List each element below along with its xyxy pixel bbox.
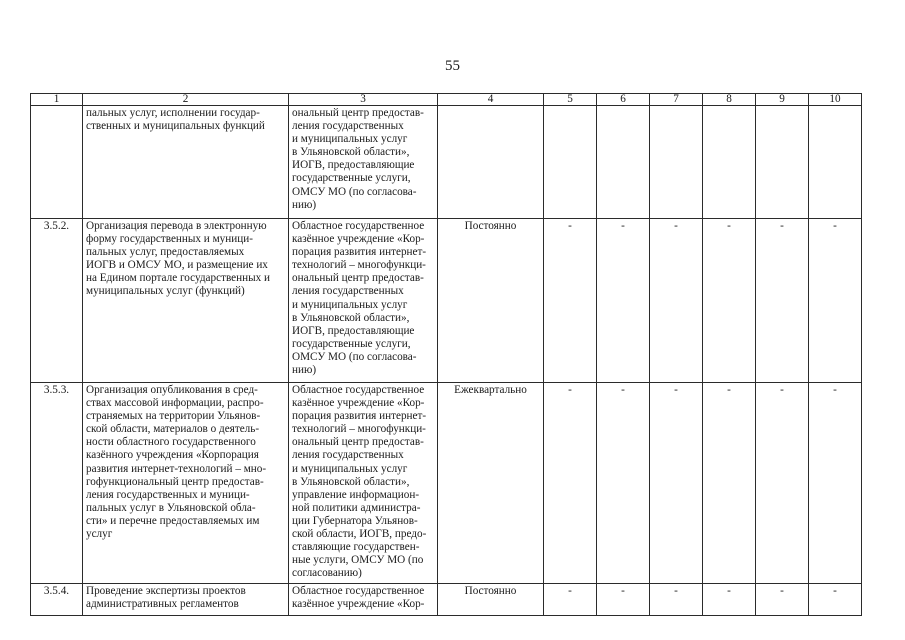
value-col-9: - xyxy=(756,383,809,584)
activity-text xyxy=(83,584,289,616)
value-col-9 xyxy=(756,106,809,219)
value-col-9: - xyxy=(756,584,809,616)
col-header-6: 6 xyxy=(597,94,650,106)
column-number-row xyxy=(31,94,862,106)
value-col-5: - xyxy=(544,383,597,584)
col-header-5: 5 xyxy=(544,94,597,106)
table-row xyxy=(31,219,862,383)
activity-text-content: Организация опубликования в сред- ствах массовой информации, распро- страняемых на территории Ульянов- ской области, материалов о деятель- ности областного государственного казённого учреждения «Корпорация развития интернет-технологий – мно- гофункциональный центр предостав- ления государственных и муници- пальных услуг в Ульяновской обла- сти» и перечне предоставляемых им услуг xyxy=(86,384,267,541)
table-row xyxy=(31,584,862,616)
col-header-4: 4 xyxy=(438,94,544,106)
activity-text xyxy=(83,383,289,584)
activity-text xyxy=(83,219,289,383)
value-col-8: - xyxy=(703,584,756,616)
value-col-7: - xyxy=(650,584,703,616)
value-col-10: - xyxy=(809,219,862,383)
value-col-7: - xyxy=(650,219,703,383)
executor-text-content: Областное государственное казённое учреждение «Кор- порация развития интернет- технологий – многофункци- ональный центр предостав- ления государственных и муниципальных услуг в Ульяновской области», ИОГВ, предоставляющие государственные услуги, ОМСУ МО (по согласова- нию) xyxy=(292,220,427,377)
value-col-9: - xyxy=(756,219,809,383)
value-col-5 xyxy=(544,106,597,219)
col-header-7: 7 xyxy=(650,94,703,106)
item-number: 3.5.2. xyxy=(31,219,83,383)
col-header-1: 1 xyxy=(31,94,83,106)
executor-text xyxy=(289,106,438,219)
value-col-6: - xyxy=(597,383,650,584)
item-number xyxy=(31,106,83,219)
value-col-10: - xyxy=(809,584,862,616)
value-col-7 xyxy=(650,106,703,219)
activity-text-content: Проведение экспертизы проектов административных регламентов xyxy=(86,585,246,611)
activity-text-content: пальных услуг, исполнении государ- ственных и муниципальных функций xyxy=(86,107,265,133)
col-header-9: 9 xyxy=(756,94,809,106)
item-number: 3.5.3. xyxy=(31,383,83,584)
col-header-3: 3 xyxy=(289,94,438,106)
value-col-5: - xyxy=(544,584,597,616)
value-col-8: - xyxy=(703,219,756,383)
value-col-8: - xyxy=(703,383,756,584)
value-col-5: - xyxy=(544,219,597,383)
value-col-10: - xyxy=(809,383,862,584)
activity-text-content: Организация перевода в электронную форму государственных и муници- пальных услуг, предоставляемых ИОГВ и ОМСУ МО, и размещение их на Едином портале государственных и муниципальных услуг (функций) xyxy=(86,220,271,298)
value-col-8 xyxy=(703,106,756,219)
table-row xyxy=(31,106,862,219)
term-cell: Ежеквартально xyxy=(438,383,544,584)
page-number: 55 xyxy=(445,58,460,74)
item-number: 3.5.4. xyxy=(31,584,83,616)
executor-text xyxy=(289,584,438,616)
term-cell: Постоянно xyxy=(438,219,544,383)
value-col-7: - xyxy=(650,383,703,584)
col-header-8: 8 xyxy=(703,94,756,106)
executor-text-content: Областное государственное казённое учреждение «Кор- xyxy=(292,585,425,611)
value-col-6: - xyxy=(597,584,650,616)
term-cell xyxy=(438,106,544,219)
value-col-6: - xyxy=(597,219,650,383)
executor-text xyxy=(289,219,438,383)
executor-text-content: ональный центр предостав- ления государственных и муниципальных услуг в Ульяновской области», ИОГВ, предоставляющие государственные услуги, ОМСУ МО (по согласова- нию) xyxy=(292,107,424,211)
value-col-10 xyxy=(809,106,862,219)
value-col-6 xyxy=(597,106,650,219)
col-header-10: 10 xyxy=(809,94,862,106)
program-activities-table xyxy=(30,93,862,616)
col-header-2: 2 xyxy=(83,94,289,106)
executor-text xyxy=(289,383,438,584)
term-cell: Постоянно xyxy=(438,584,544,616)
table-row xyxy=(31,383,862,584)
executor-text-content: Областное государственное казённое учреждение «Кор- порация развития интернет- технологий – многофункци- ональный центр предостав- ления государственных и муниципальных услуг в Ульяновской области», управление информацион- ной политики администра- ции Губернатора Ульянов- ской области, ИОГВ, предо- ставляющие государствен- ные услуги, ОМСУ МО (по согласованию) xyxy=(292,384,427,580)
activity-text xyxy=(83,106,289,219)
